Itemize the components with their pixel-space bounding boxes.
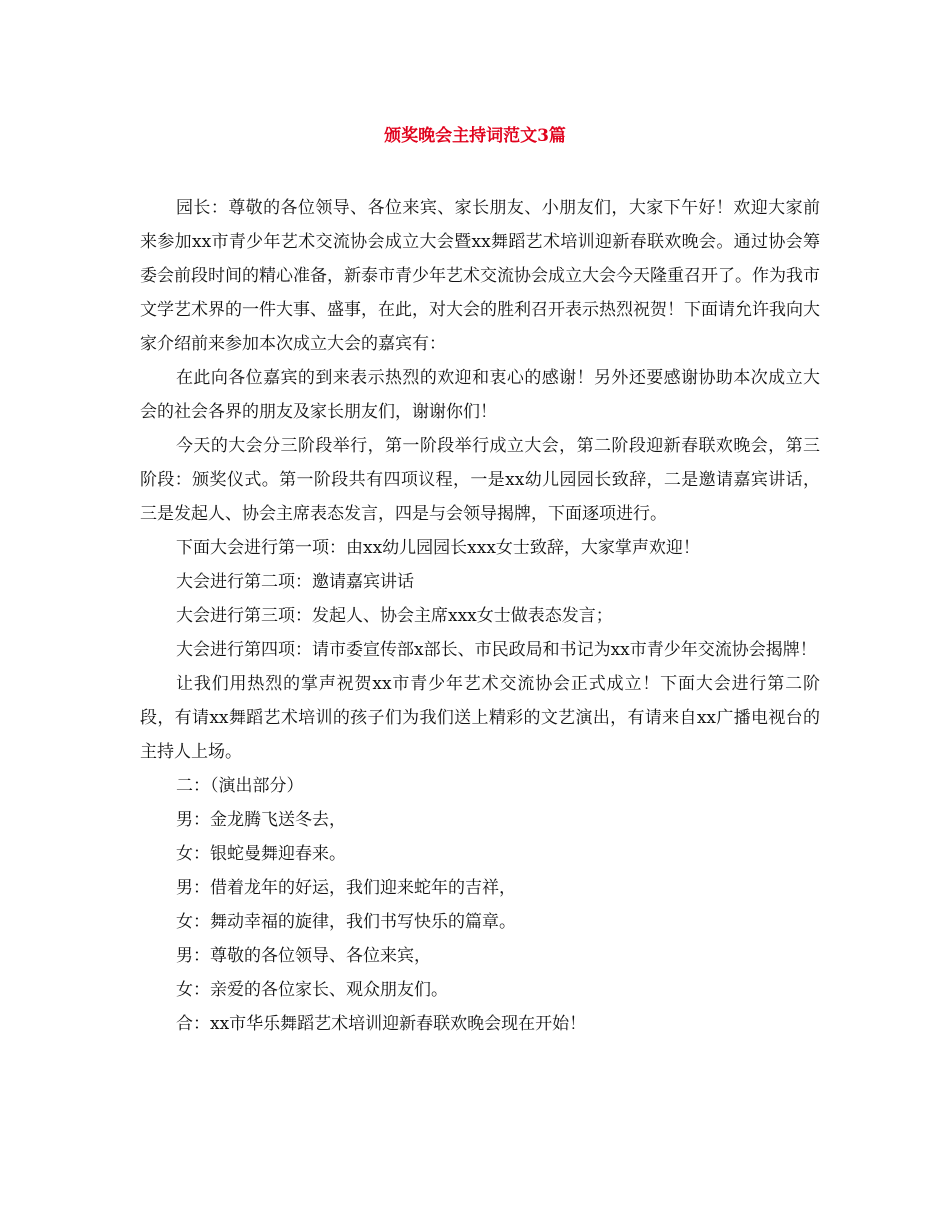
document-body xyxy=(140,191,820,1041)
paragraph-performance-heading: 二：（演出部分） xyxy=(176,776,304,796)
dialogue-line: 女：亲爱的各位家长、观众朋友们。 xyxy=(176,980,448,1000)
paragraph-second-stage: 让我们用热烈的掌声祝贺xx市青少年艺术交流协会正式成立！下面大会进行第二阶段，有请xx舞蹈艺术培训的孩子们为我们送上精彩的文艺演出，有请来自xx广播电视台的主持人上场。 xyxy=(140,674,820,762)
paragraph-item-two: 大会进行第二项：邀请嘉宾讲话 xyxy=(176,572,414,592)
paragraph-item-three: 大会进行第三项：发起人、协会主席xxx女士做表态发言； xyxy=(176,606,613,626)
paragraph-thanks-guests: 在此向各位嘉宾的到来表示热烈的欢迎和衷心的感谢！另外还要感谢协助本次成立大会的社会各界的朋友及家长朋友们，谢谢你们！ xyxy=(140,368,820,422)
dialogue-line: 男：借着龙年的好运，我们迎来蛇年的吉祥， xyxy=(176,878,516,898)
dialogue-line: 男：尊敬的各位领导、各位来宾， xyxy=(176,946,431,966)
dialogue-line: 男：金龙腾飞送冬去， xyxy=(176,810,346,830)
paragraph-item-four: 大会进行第四项：请市委宣传部x部长、市民政局和书记为xx市青少年交流协会揭牌！ xyxy=(176,640,817,660)
paragraph-item-one: 下面大会进行第一项：由xx幼儿园园长xxx女士致辞，大家掌声欢迎！ xyxy=(176,538,700,558)
paragraph-principal-welcome: 园长：尊敬的各位领导、各位来宾、家长朋友、小朋友们，大家下午好！欢迎大家前来参加xx市青少年艺术交流协会成立大会暨xx舞蹈艺术培训迎新春联欢晚会。通过协会筹委会前段时间的精心准备，新泰市青少年艺术交流协会成立大会今天隆重召开了。作为我市文学艺术界的一件大事、盛事，在此，对大会的胜利召开表示热烈祝贺！下面请允许我向大家介绍前来参加本次成立大会的嘉宾有： xyxy=(140,198,820,354)
dialogue-line: 女：银蛇曼舞迎春来。 xyxy=(176,844,346,864)
document-title: 颁奖晚会主持词范文3篇 xyxy=(384,126,566,146)
paragraph-agenda: 今天的大会分三阶段举行，第一阶段举行成立大会，第二阶段迎新春联欢晚会，第三阶段：颁奖仪式。第一阶段共有四项议程，一是xx幼儿园园长致辞，二是邀请嘉宾讲话，三是发起人、协会主席表态发言，四是与会领导揭牌，下面逐项进行。 xyxy=(140,436,820,524)
dialogue-line: 合：xx市华乐舞蹈艺术培训迎新春联欢晚会现在开始！ xyxy=(176,1014,587,1034)
dialogue-line: 女：舞动幸福的旋律，我们书写快乐的篇章。 xyxy=(176,912,516,932)
